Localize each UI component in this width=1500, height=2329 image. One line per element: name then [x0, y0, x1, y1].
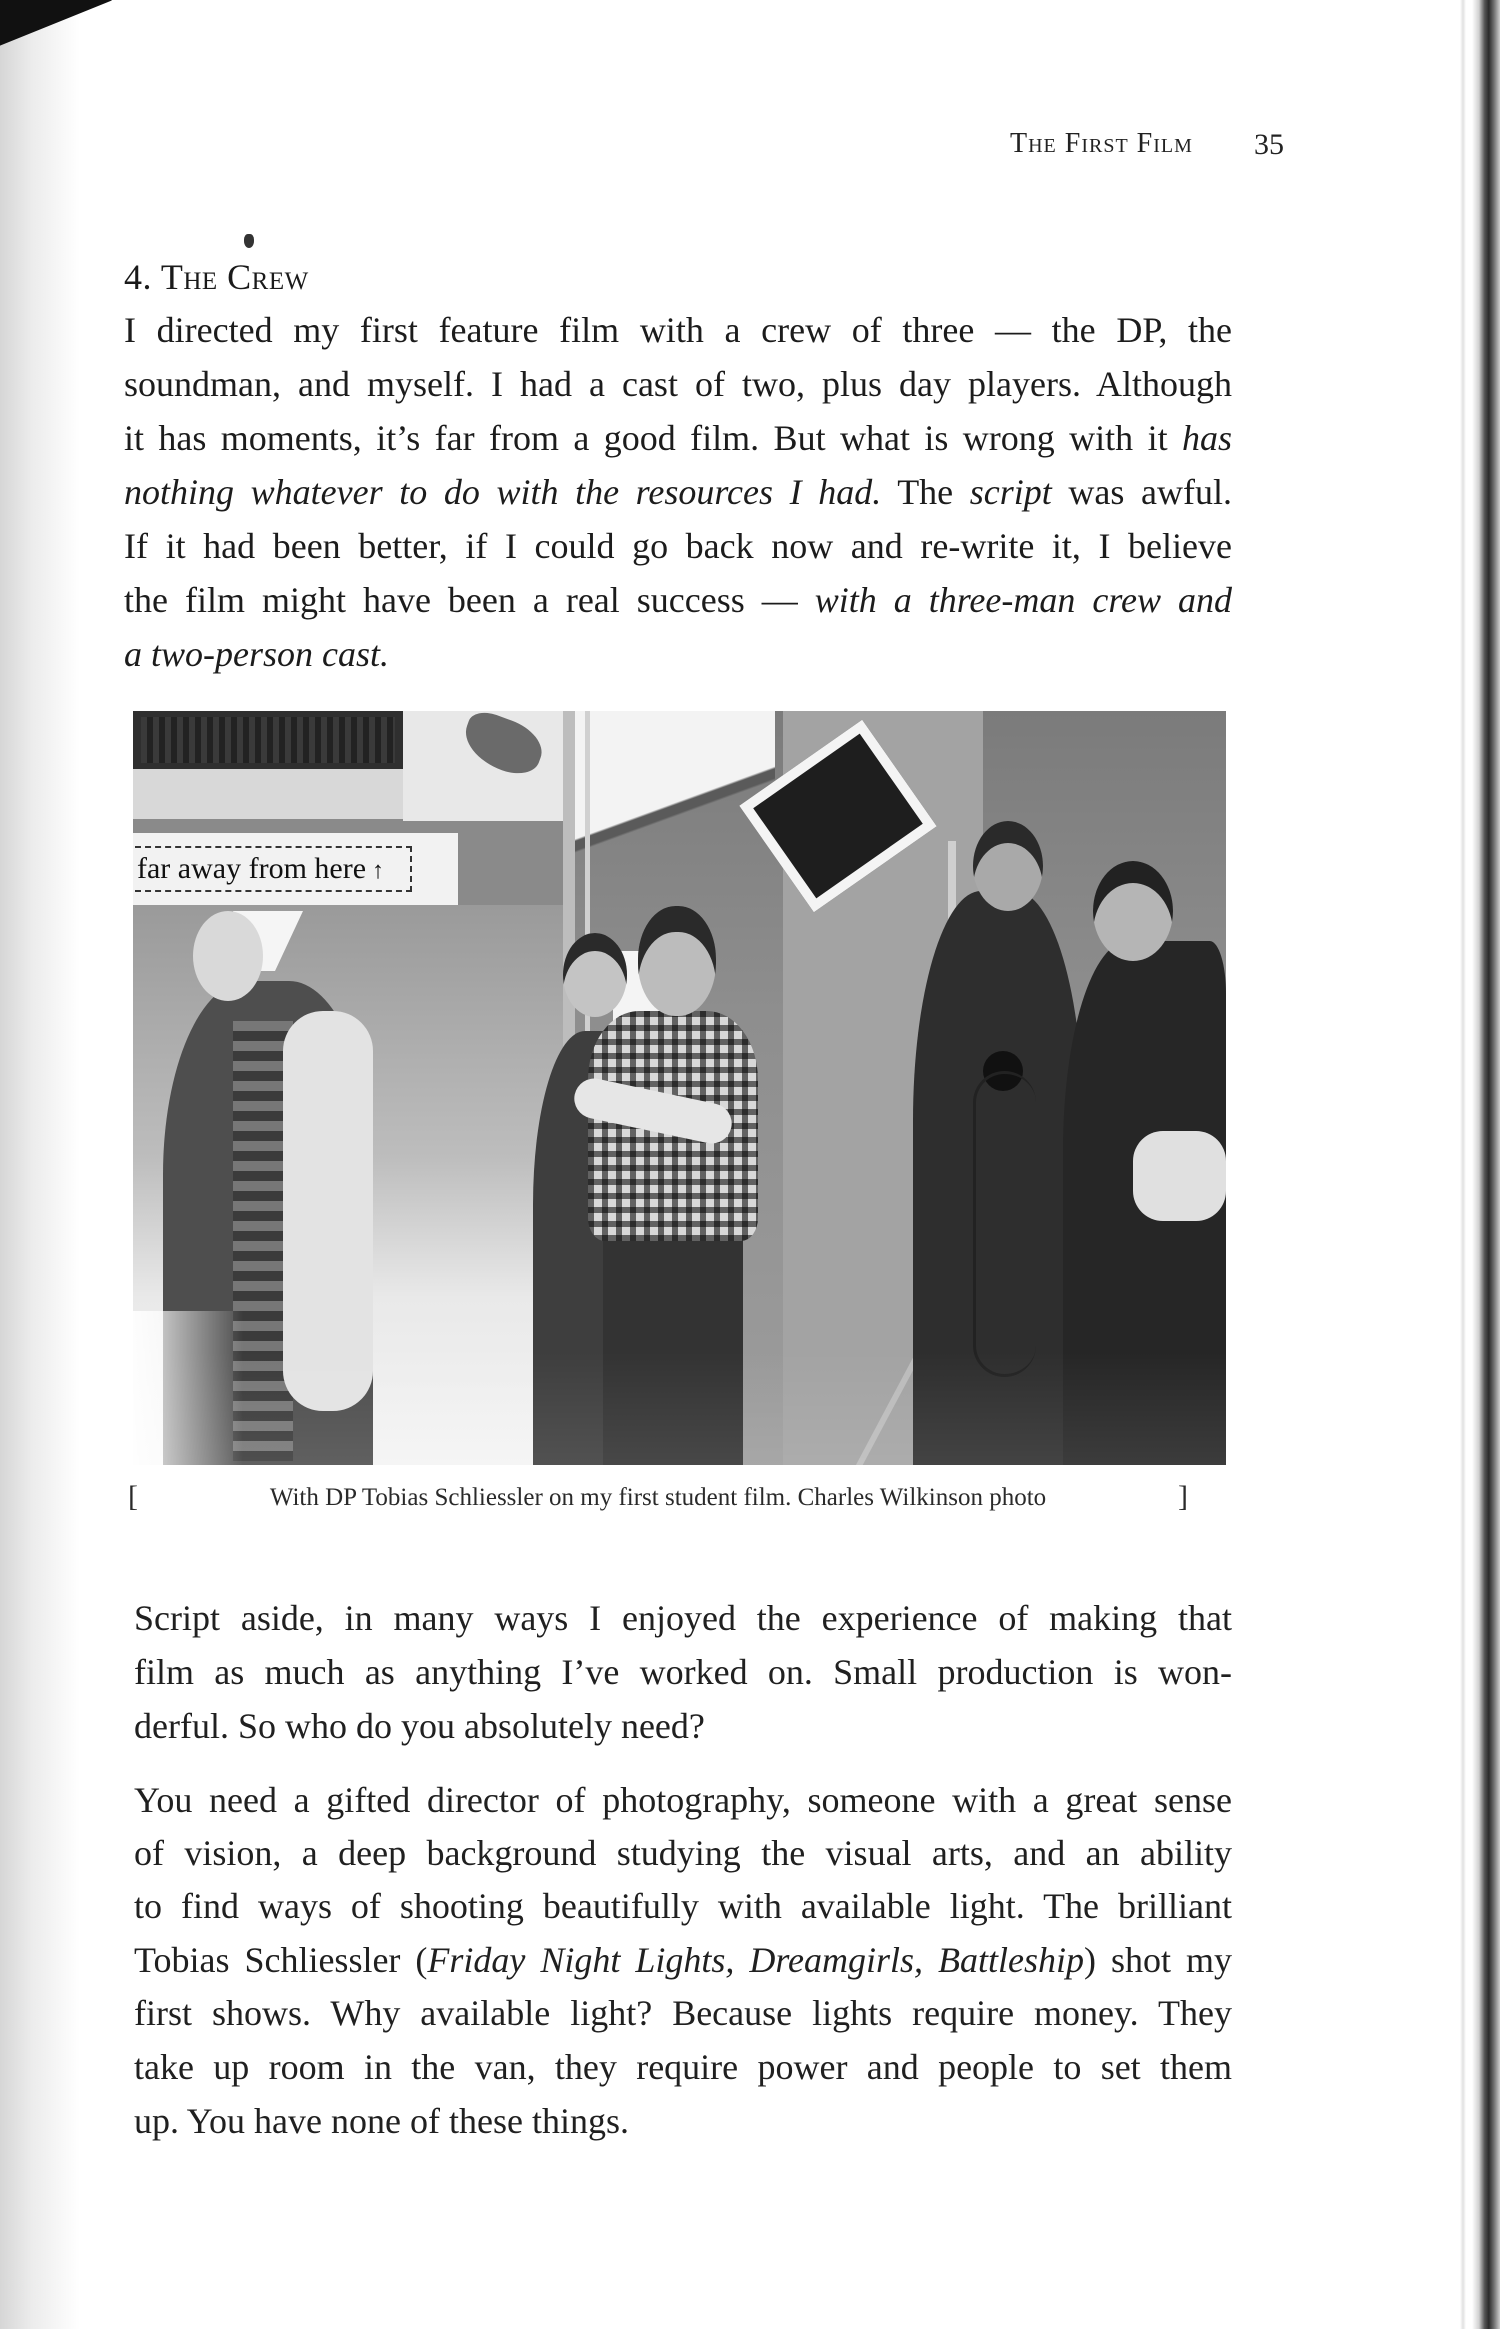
photo-crew-head: [1093, 861, 1173, 961]
text-run: it has moments, it’s far from a good film. But what is wrong with it: [124, 418, 1182, 458]
text-line: film as much as anything I’ve worked on. Small production is won-: [134, 1652, 1232, 1692]
photo-overhang: [575, 711, 775, 871]
text-run: The: [881, 472, 970, 512]
photo-sign: [133, 833, 458, 905]
page-number: 35: [1254, 128, 1284, 161]
text-line: You need a gifted director of photography, someone with a great sense: [134, 1780, 1232, 1820]
italic-run: Friday Night Lights, Dreamgirls, Battleship: [427, 1940, 1085, 1980]
text-line: to find ways of shooting beautifully with available light. The brilliant: [134, 1886, 1232, 1926]
ink-speck: [244, 234, 254, 248]
text-line: I directed my first feature film with a crew of three — the DP, the: [124, 310, 1232, 350]
photo-crew-head: [973, 821, 1043, 911]
text-run: the film might have been a real success —: [124, 580, 815, 620]
photo-crew-arm: [1133, 1131, 1226, 1221]
text-line: derful. So who do you absolutely need?: [134, 1706, 705, 1746]
photo-sign-text: far away from here: [137, 852, 367, 885]
photo-sign-frame: [135, 846, 412, 892]
text-run: was awful.: [1051, 472, 1232, 512]
photo-caption: [128, 1480, 1188, 1513]
text-line: If it had been better, if I could go back now and re-write it, I believe: [124, 526, 1232, 566]
text-line: [124, 470, 1232, 514]
photo-cable: [973, 1071, 1036, 1377]
italic-run: script: [969, 472, 1052, 512]
caption-bracket-open: [: [128, 1480, 138, 1513]
photo-actress-head: [193, 911, 263, 1001]
photo-person-head: [563, 933, 627, 1017]
text-line: of vision, a deep background studying the visual arts, and an ability: [134, 1833, 1232, 1873]
photo-fade: [133, 1311, 243, 1465]
section-heading: 4. The Crew: [124, 257, 309, 297]
text-line: up. You have none of these things.: [134, 2101, 629, 2141]
text-line: Script aside, in many ways I enjoyed the experience of making that: [134, 1598, 1232, 1638]
photo-dp-head: [638, 906, 716, 1016]
running-header-title: The First Film: [1010, 128, 1193, 159]
scan-shadow-left: [0, 0, 80, 2329]
page-curl-line: [1460, 0, 1466, 2329]
arrow-up-icon: ↑: [372, 858, 385, 884]
photo-ceiling-lamp: [403, 711, 563, 821]
photo-floor: [133, 1351, 1226, 1465]
book-spine-edge: [1472, 0, 1500, 2329]
text-line: soundman, and myself. I had a cast of two, plus day players. Although: [124, 364, 1232, 404]
text-line: [124, 416, 1232, 460]
text-run: Tobias Schliessler (: [134, 1940, 428, 1980]
italic-run: a two-person cast.: [124, 634, 389, 674]
text-run: ) shot my: [1084, 1940, 1232, 1980]
caption-bracket-close: ]: [1177, 1480, 1188, 1513]
text-line: first shows. Why available light? Because lights require money. They: [134, 1993, 1232, 2033]
caption-text: With DP Tobias Schliessler on my first student film. Charles Wilkinson photo: [269, 1484, 1047, 1511]
text-line: [134, 1938, 1232, 1982]
text-line: take up room in the van, they require power and people to set them: [134, 2047, 1232, 2087]
photo-ceiling-grille: [133, 711, 403, 769]
text-line: [124, 632, 1232, 676]
italic-run: with a three-man crew and: [814, 580, 1232, 620]
film-set-photo: [133, 711, 1226, 1465]
italic-run: has: [1181, 418, 1232, 458]
italic-run: nothing whatever to do with the resources I had.: [124, 472, 882, 512]
text-line: [124, 578, 1232, 622]
